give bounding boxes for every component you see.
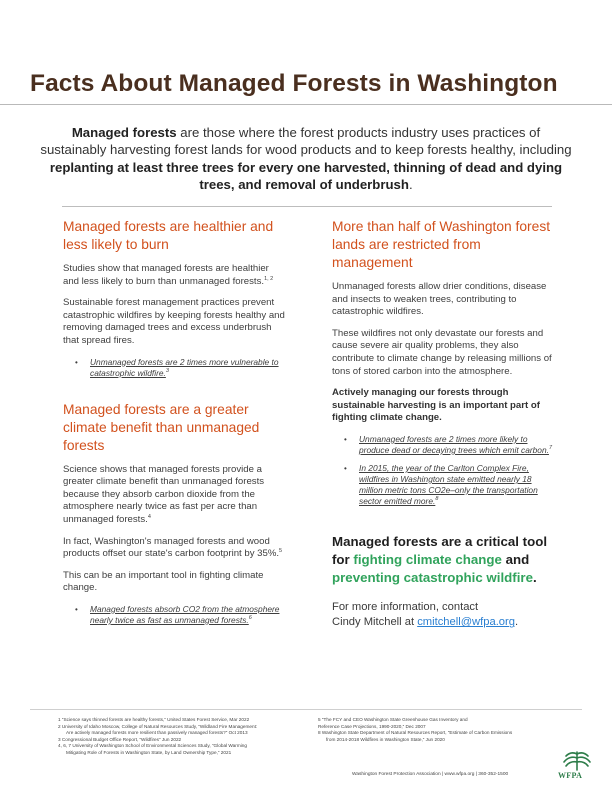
fact-link[interactable]: Unmanaged forests are 2 times more vulnerable to catastrophic wildfire. (90, 356, 279, 378)
title-divider (0, 104, 612, 105)
footnote-ref: 3 (165, 367, 169, 374)
organization-contact-line: Washington Forest Protection Association | www.wfpa.org | 360-352-1500 (352, 772, 509, 777)
contact-line: Cindy Mitchell at cmitchell@wfpa.org. (332, 616, 519, 629)
footnote-ref: 7 (548, 445, 553, 452)
footnote: Are actively managed forests more resilient than passively managed forests?” Oct 2013 (66, 730, 248, 736)
paragraph: Science shows that managed forests provide a greater climate benefit than unmanaged forests because they absorb carbon dioxide from the atmosphere nearly twice as fast per acre than unmanaged forests.$^4$ (63, 463, 265, 525)
paragraph: These wildfires not only devastate our forests and cause severe air quality problems, they also contribute to climate change by releasing millions of tons of stored carbon into the atmosphere. (332, 327, 552, 377)
footnote: from 2014-2018 Wildfires in Washington State,” Jun 2020 (326, 736, 445, 742)
footnote: Reference Case Projections, 1990-2020,” Dec 2007 (318, 723, 426, 729)
fact-item (332, 434, 554, 456)
intro-lead: Managed forests (71, 125, 177, 140)
fact-link[interactable]: In 2015, the year of the Carlton Complex Fire, wildfires in Washington state emitted nearly 18 million metric tons CO2e–only the transportation sector emitted more. (359, 462, 538, 506)
footnote-ref: 8 (435, 496, 439, 503)
closing-statement: Managed forests are a critical tool for fighting climate change and preventing catastrophic wildfire. (332, 533, 548, 585)
fact-link[interactable]: Unmanaged forests are 2 times more likely to produce dead or decaying trees which emit carbon. (359, 433, 549, 455)
paragraph: This can be an important tool in fighting climate change. (63, 569, 264, 594)
section-divider (62, 206, 552, 207)
footnote: 3 Congressional Budget Office Report, “Wildfires” Jun 2022 (58, 736, 182, 742)
paragraph: Unmanaged forests allow drier conditions, disease and insects to weaken trees, contributing to catastrophic wildfires. (332, 281, 547, 318)
intro-paragraph (40, 124, 572, 194)
footnote: Mitigating Role of Forests in Washington State, by Land Ownership Type,” 2021 (66, 749, 232, 755)
footnote-ref: 6 (248, 615, 252, 622)
wfpa-logo-text: WFPA (558, 771, 583, 780)
footnote: 8 Washington State Department of Natural Resources Report, “Estimate of Carbon Emissions (318, 730, 513, 736)
footnote: 5 “The FCY and CEO Washington State Greenhouse Gas Inventory and (318, 717, 468, 722)
closing-highlight: preventing catastrophic wildfire (332, 569, 533, 585)
fact-list (63, 604, 285, 626)
heading-healthier-forests: Managed forests are healthier and less likely to burn (63, 219, 274, 252)
page-title: Facts About Managed Forests in Washington (30, 70, 558, 97)
fact-list (63, 357, 285, 379)
paragraph: In fact, Washington's managed forests and wood products offset our state's carbon footprint by 35%.$^5$ (63, 535, 283, 560)
intro-end: . (408, 177, 413, 193)
heading-climate-benefit: Managed forests are a greater climate benefit than unmanaged forests (63, 401, 260, 453)
footnote: 1 “Science says thinned forests are healthy forests,” United States Forest Service, Mar 2022 (58, 717, 250, 722)
intro-text: are those where the forest products industry uses practices of sustainably harvesting forest lands for wood products and to keep forests healthy, including (40, 125, 572, 158)
paragraph-emphasis: Actively managing our forests through sustainable harvesting is an important part of fighting climate change. (332, 387, 540, 424)
footnote-ref: 1, 2 (264, 275, 274, 282)
heading-restricted-lands: More than half of Washington forest lands are restricted from management (332, 219, 551, 270)
contact-info (332, 600, 554, 631)
fact-list (332, 434, 554, 507)
fact-link[interactable]: Managed forests absorb CO2 from the atmosphere nearly twice as fast as unmanaged forests. (90, 603, 280, 625)
right-column (332, 218, 554, 631)
footnote-ref: 4 (147, 513, 151, 520)
intro-emphasis: replanting at least three trees for every one harvested, thinning of dead and dying trees, and removal of underbrush (49, 159, 563, 193)
fact-item (63, 357, 285, 379)
footnote: 2 University of Idaho Moscow, College of Natural Resources Study, “Wildland Fire Management: (58, 723, 258, 729)
fact-item (332, 463, 554, 507)
left-column (63, 218, 285, 634)
closing-highlight: fighting climate change (353, 551, 502, 567)
footnotes-right (318, 717, 528, 743)
footnote-ref: 5 (279, 547, 283, 554)
email-link[interactable]: cmitchell@wfpa.org (417, 616, 515, 629)
paragraph: Studies show that managed forests are healthier and less likely to burn than unmanaged forests.$^{1, 2}$ (63, 263, 274, 287)
fact-item (63, 604, 285, 626)
contact-line: For more information, contact (332, 600, 479, 613)
footnote: 4, 6, 7 University of Washington School of Environmental Sciences Study, “Global Warming (58, 743, 247, 749)
footnotes-left (58, 717, 308, 757)
paragraph: Sustainable forest management practices prevent catastrophic wildfires by keeping forests healthy and removing damaged trees and excess underbrush that spread fires. (63, 297, 285, 346)
footer-divider (30, 709, 582, 710)
